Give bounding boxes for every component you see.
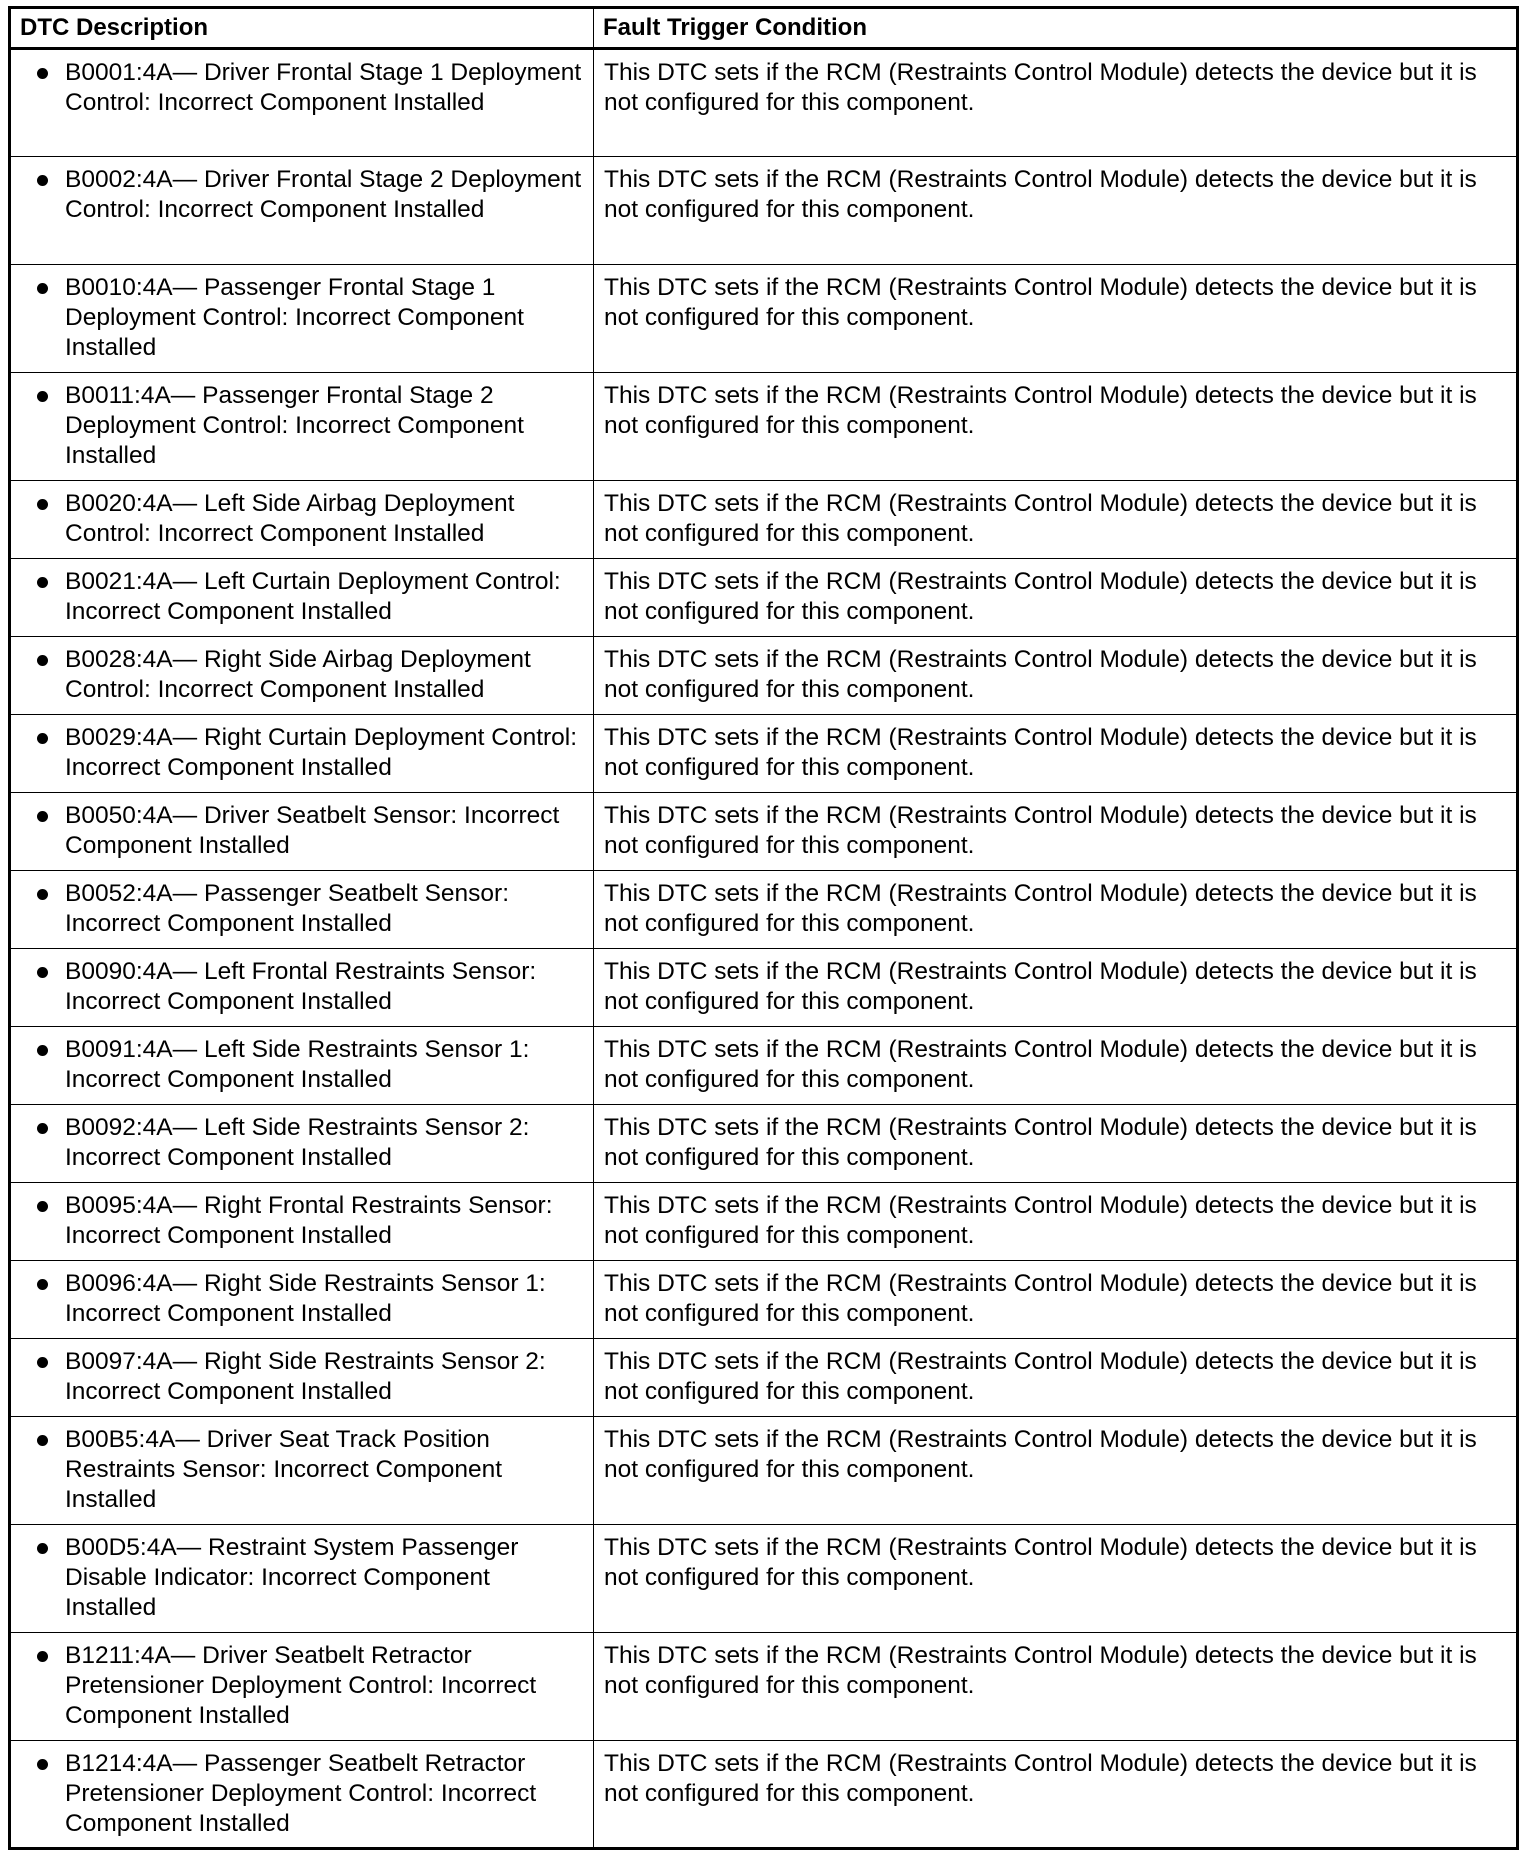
dtc-description-cell: [10, 1525, 594, 1633]
dtc-code: B1214:4A—: [65, 1750, 198, 1777]
fault-trigger-condition-cell: This DTC sets if the RCM (Restraints Control Module) detects the device but it is not configured for this component.: [594, 265, 1518, 373]
table-row: [10, 481, 1518, 559]
dtc-title: Driver Frontal Stage 2 Deployment Control: Incorrect Component Installed: [65, 166, 582, 223]
bullet-icon: [37, 811, 48, 822]
dtc-title: Right Curtain Deployment Control: Incorrect Component Installed: [65, 724, 578, 781]
fault-trigger-condition-cell: This DTC sets if the RCM (Restraints Control Module) detects the device but it is not configured for this component.: [594, 49, 1518, 157]
fault-trigger-condition-cell: This DTC sets if the RCM (Restraints Control Module) detects the device but it is not configured for this component.: [594, 1633, 1518, 1741]
bullet-icon: [37, 655, 48, 666]
dtc-description-text: [65, 1347, 583, 1407]
fault-trigger-condition-cell: This DTC sets if the RCM (Restraints Control Module) detects the device but it is not configured for this component.: [594, 373, 1518, 481]
dtc-code: B0097:4A—: [65, 1348, 198, 1375]
dtc-description-text: [65, 567, 583, 627]
table-row: [10, 1105, 1518, 1183]
dtc-title: Driver Frontal Stage 1 Deployment Control: Incorrect Component Installed: [65, 59, 582, 116]
dtc-description-cell: [10, 49, 594, 157]
bullet-icon: [37, 1543, 48, 1554]
dtc-description-text: [65, 165, 583, 225]
fault-trigger-condition-cell: This DTC sets if the RCM (Restraints Control Module) detects the device but it is not configured for this component.: [594, 481, 1518, 559]
table-row: [10, 1741, 1518, 1849]
header-fault-trigger-condition: Fault Trigger Condition: [594, 8, 1518, 49]
dtc-title: Right Side Restraints Sensor 1: Incorrect Component Installed: [65, 1270, 546, 1327]
fault-trigger-condition-cell: This DTC sets if the RCM (Restraints Control Module) detects the device but it is not configured for this component.: [594, 1105, 1518, 1183]
table-row: [10, 49, 1518, 157]
dtc-description-text: [65, 723, 583, 783]
dtc-description-text: [65, 273, 583, 363]
dtc-title: Passenger Frontal Stage 2 Deployment Control: Incorrect Component Installed: [65, 382, 524, 469]
table-row: [10, 157, 1518, 265]
table-row: [10, 949, 1518, 1027]
dtc-code: B0095:4A—: [65, 1192, 198, 1219]
fault-trigger-condition-cell: This DTC sets if the RCM (Restraints Control Module) detects the device but it is not configured for this component.: [594, 1027, 1518, 1105]
dtc-title: Passenger Frontal Stage 1 Deployment Control: Incorrect Component Installed: [65, 274, 524, 361]
dtc-description-cell: [10, 1741, 594, 1849]
fault-trigger-condition-cell: This DTC sets if the RCM (Restraints Control Module) detects the device but it is not configured for this component.: [594, 793, 1518, 871]
table-header-row: [10, 8, 1518, 49]
fault-trigger-condition-cell: This DTC sets if the RCM (Restraints Control Module) detects the device but it is not configured for this component.: [594, 715, 1518, 793]
dtc-code: B00D5:4A—: [65, 1534, 202, 1561]
table-row: [10, 559, 1518, 637]
table-row: [10, 373, 1518, 481]
fault-trigger-condition-cell: This DTC sets if the RCM (Restraints Control Module) detects the device but it is not configured for this component.: [594, 1417, 1518, 1525]
bullet-icon: [37, 1435, 48, 1446]
dtc-title: Right Side Restraints Sensor 2: Incorrect Component Installed: [65, 1348, 546, 1405]
dtc-title: Left Curtain Deployment Control: Incorrect Component Installed: [65, 568, 561, 625]
table-row: [10, 1525, 1518, 1633]
table-row: [10, 871, 1518, 949]
table-row: [10, 1183, 1518, 1261]
dtc-description-cell: [10, 1261, 594, 1339]
dtc-code: B0002:4A—: [65, 166, 198, 193]
bullet-icon: [37, 889, 48, 900]
dtc-title: Driver Seat Track Position Restraints Sensor: Incorrect Component Installed: [65, 1426, 503, 1513]
dtc-description-cell: [10, 481, 594, 559]
dtc-code: B0096:4A—: [65, 1270, 198, 1297]
dtc-description-cell: [10, 1105, 594, 1183]
dtc-title: Restraint System Passenger Disable Indicator: Incorrect Component Installed: [65, 1534, 519, 1621]
bullet-icon: [37, 1357, 48, 1368]
fault-trigger-condition-cell: This DTC sets if the RCM (Restraints Control Module) detects the device but it is not configured for this component.: [594, 559, 1518, 637]
dtc-description-cell: [10, 1183, 594, 1261]
dtc-code: B0010:4A—: [65, 274, 198, 301]
table-row: [10, 1027, 1518, 1105]
dtc-title: Driver Seatbelt Sensor: Incorrect Component Installed: [65, 802, 560, 859]
dtc-description-text: [65, 489, 583, 549]
dtc-code: B0091:4A—: [65, 1036, 198, 1063]
fault-trigger-condition-cell: This DTC sets if the RCM (Restraints Control Module) detects the device but it is not configured for this component.: [594, 1525, 1518, 1633]
dtc-table-body: [10, 49, 1518, 1849]
dtc-title: Left Side Airbag Deployment Control: Incorrect Component Installed: [65, 490, 515, 547]
table-row: [10, 1339, 1518, 1417]
dtc-description-text: [65, 381, 583, 471]
fault-trigger-condition-cell: This DTC sets if the RCM (Restraints Control Module) detects the device but it is not configured for this component.: [594, 1339, 1518, 1417]
table-row: [10, 265, 1518, 373]
dtc-description-text: [65, 1269, 583, 1329]
dtc-title: Left Frontal Restraints Sensor: Incorrect Component Installed: [65, 958, 537, 1015]
dtc-title: Left Side Restraints Sensor 2: Incorrect Component Installed: [65, 1114, 530, 1171]
dtc-code: B1211:4A—: [65, 1642, 196, 1669]
dtc-description-cell: [10, 871, 594, 949]
dtc-title: Driver Seatbelt Retractor Pretensioner Deployment Control: Incorrect Component Installed: [65, 1642, 537, 1729]
dtc-description-text: [65, 1533, 583, 1623]
dtc-title: Right Side Airbag Deployment Control: Incorrect Component Installed: [65, 646, 531, 703]
dtc-description-cell: [10, 1339, 594, 1417]
bullet-icon: [37, 1201, 48, 1212]
table-row: [10, 715, 1518, 793]
dtc-document: [8, 6, 1516, 1850]
dtc-code: B00B5:4A—: [65, 1426, 200, 1453]
bullet-icon: [37, 1651, 48, 1662]
bullet-icon: [37, 1759, 48, 1770]
bullet-icon: [37, 175, 48, 186]
dtc-description-text: [65, 957, 583, 1017]
dtc-title: Left Side Restraints Sensor 1: Incorrect Component Installed: [65, 1036, 530, 1093]
dtc-table: [8, 6, 1519, 1850]
dtc-title: Passenger Seatbelt Sensor: Incorrect Component Installed: [65, 880, 510, 937]
bullet-icon: [37, 499, 48, 510]
bullet-icon: [37, 68, 48, 79]
dtc-description-text: [65, 1113, 583, 1173]
dtc-description-text: [65, 1425, 583, 1515]
dtc-code: B0011:4A—: [65, 382, 196, 409]
dtc-description-cell: [10, 637, 594, 715]
header-dtc-description: DTC Description: [10, 8, 594, 49]
dtc-description-cell: [10, 559, 594, 637]
table-row: [10, 1417, 1518, 1525]
table-row: [10, 1633, 1518, 1741]
fault-trigger-condition-cell: This DTC sets if the RCM (Restraints Control Module) detects the device but it is not configured for this component.: [594, 1183, 1518, 1261]
table-row: [10, 1261, 1518, 1339]
dtc-description-cell: [10, 157, 594, 265]
dtc-code: B0021:4A—: [65, 568, 198, 595]
fault-trigger-condition-cell: This DTC sets if the RCM (Restraints Control Module) detects the device but it is not configured for this component.: [594, 157, 1518, 265]
bullet-icon: [37, 391, 48, 402]
dtc-description-cell: [10, 793, 594, 871]
dtc-description-cell: [10, 373, 594, 481]
dtc-description-cell: [10, 1027, 594, 1105]
dtc-description-text: [65, 1035, 583, 1095]
fault-trigger-condition-cell: This DTC sets if the RCM (Restraints Control Module) detects the device but it is not configured for this component.: [594, 637, 1518, 715]
dtc-code: B0029:4A—: [65, 724, 198, 751]
dtc-title: Passenger Seatbelt Retractor Pretensioner Deployment Control: Incorrect Component Installed: [65, 1750, 537, 1837]
bullet-icon: [37, 1279, 48, 1290]
dtc-title: Right Frontal Restraints Sensor: Incorrect Component Installed: [65, 1192, 553, 1249]
fault-trigger-condition-cell: This DTC sets if the RCM (Restraints Control Module) detects the device but it is not configured for this component.: [594, 949, 1518, 1027]
dtc-code: B0028:4A—: [65, 646, 198, 673]
fault-trigger-condition-cell: This DTC sets if the RCM (Restraints Control Module) detects the device but it is not configured for this component.: [594, 1261, 1518, 1339]
dtc-code: B0090:4A—: [65, 958, 198, 985]
dtc-description-cell: [10, 715, 594, 793]
dtc-description-cell: [10, 265, 594, 373]
dtc-description-text: [65, 58, 583, 118]
bullet-icon: [37, 283, 48, 294]
dtc-code: B0052:4A—: [65, 880, 198, 907]
dtc-code: B0020:4A—: [65, 490, 198, 517]
fault-trigger-condition-cell: This DTC sets if the RCM (Restraints Control Module) detects the device but it is not configured for this component.: [594, 871, 1518, 949]
dtc-description-cell: [10, 1417, 594, 1525]
bullet-icon: [37, 967, 48, 978]
dtc-description-text: [65, 1191, 583, 1251]
bullet-icon: [37, 577, 48, 588]
dtc-description-cell: [10, 949, 594, 1027]
dtc-description-text: [65, 1641, 583, 1731]
dtc-description-text: [65, 801, 583, 861]
bullet-icon: [37, 1045, 48, 1056]
bullet-icon: [37, 733, 48, 744]
dtc-code: B0001:4A—: [65, 59, 198, 86]
bullet-icon: [37, 1123, 48, 1134]
dtc-description-cell: [10, 1633, 594, 1741]
fault-trigger-condition-cell: This DTC sets if the RCM (Restraints Control Module) detects the device but it is not configured for this component.: [594, 1741, 1518, 1849]
table-row: [10, 637, 1518, 715]
dtc-description-text: [65, 879, 583, 939]
dtc-description-text: [65, 1749, 583, 1839]
table-row: [10, 793, 1518, 871]
dtc-code: B0092:4A—: [65, 1114, 198, 1141]
dtc-description-text: [65, 645, 583, 705]
dtc-code: B0050:4A—: [65, 802, 198, 829]
